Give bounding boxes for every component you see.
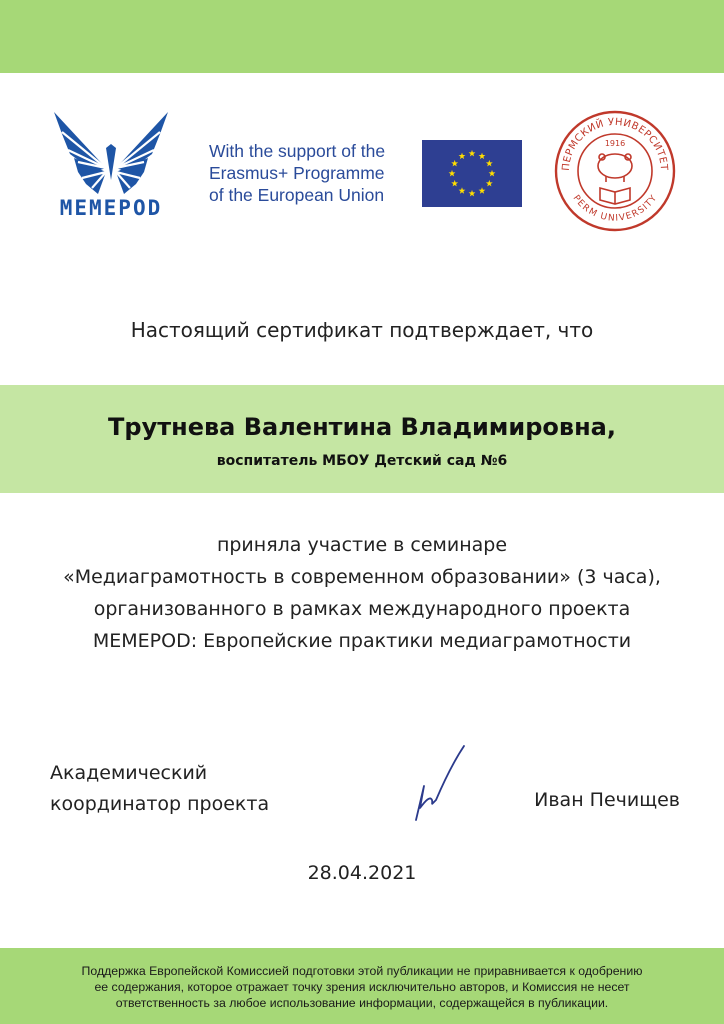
eu-flag-icon [422, 140, 522, 207]
coordinator-role-line: координатор проекта [50, 793, 270, 815]
body-line: MEMEPOD: Европейские практики медиаграмотности [92, 630, 632, 652]
disclaimer-line: Поддержка Европейской Комиссией подготовки этой публикации не приравнивается к одобрению [81, 964, 643, 978]
memepod-logo-text: MEMEPOD [59, 196, 163, 220]
perm-university-seal-icon [554, 110, 676, 232]
erasmus-line: of the European Union [209, 185, 385, 205]
coordinator-role [50, 758, 310, 820]
seal-top-text: ПЕРМСКИЙ УНИВЕРСИТЕТ [560, 116, 670, 172]
eu-disclaimer [20, 963, 704, 1011]
erasmus-line: Erasmus+ Programme [209, 163, 385, 183]
coordinator-role-line: Академический [50, 762, 208, 784]
top-green-band [0, 0, 724, 73]
recipient-position: воспитатель МБОУ Детский сад №6 [216, 453, 508, 469]
seal-year: 1916 [604, 139, 626, 148]
seal-bottom-text: PERM UNIVERSITY [570, 193, 660, 224]
recipient-name: Трутнева Валентина Владимировна, [108, 413, 616, 441]
disclaimer-line: ее содержания, которое отражает точку зрения исключительно авторов, и Комиссия не несет [94, 980, 630, 994]
bear-icon [598, 154, 632, 182]
erasmus-support-text [209, 140, 424, 206]
certificate-body [0, 529, 724, 657]
footer-band [0, 948, 724, 1024]
issue-date: 28.04.2021 [307, 862, 417, 884]
body-line: «Медиаграмотность в современном образовании» (3 часа), [63, 566, 661, 588]
memepod-logo [48, 110, 174, 220]
body-line: организованного в рамках международного проекта [93, 598, 631, 620]
erasmus-line: With the support of the [209, 141, 386, 161]
disclaimer-line: ответственность за любое использование информации, содержащейся в публикации. [115, 996, 609, 1010]
signer-name: Иван Печищев [534, 789, 680, 811]
recipient-band [0, 385, 724, 493]
body-line: приняла участие в семинаре [216, 534, 508, 556]
certificate-intro: Настоящий сертификат подтверждает, что [130, 318, 594, 342]
book-icon [600, 188, 630, 204]
memepod-butterfly-icon [48, 110, 174, 196]
signature-image [400, 742, 480, 826]
